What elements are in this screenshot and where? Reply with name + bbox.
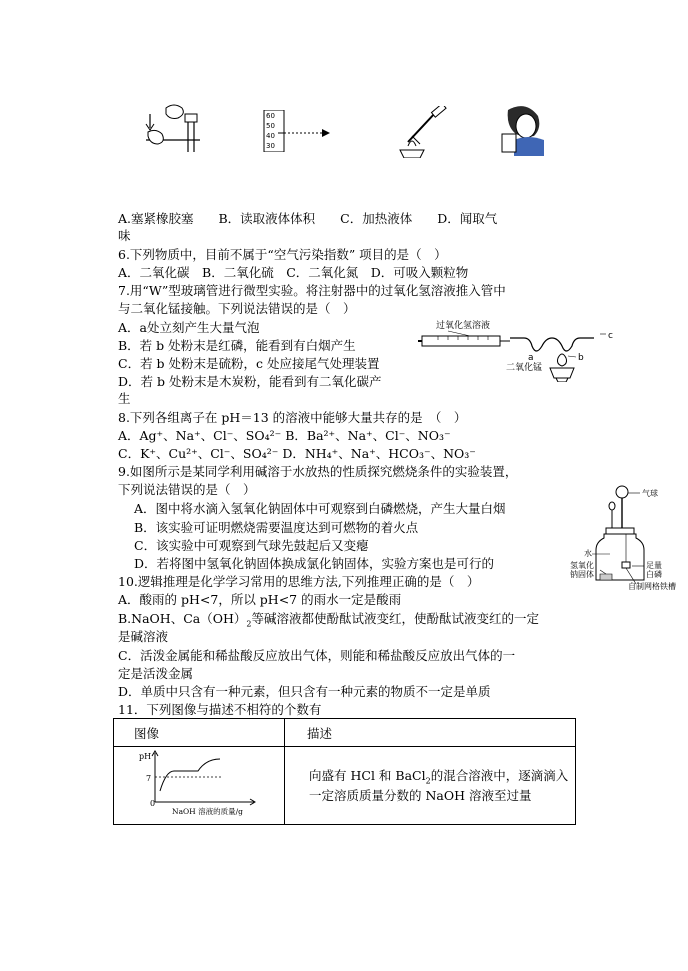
row1-desc-post: 的混合溶液中，逐滴滴入 xyxy=(430,767,569,783)
ph-graph xyxy=(114,747,264,821)
q7-option-d: D．若 b 处粉末是木炭粉，能看到有二氧化碳产 xyxy=(118,374,382,389)
label-phosphorus-2: 白磷 xyxy=(646,570,662,579)
q10-option-d: D．单质中只含有一种元素，但只含有一种元素的物质不一定是单质 xyxy=(118,684,491,699)
row1-desc-line2: 一定溶质质量分数的 NaOH 溶液至过量 xyxy=(309,787,532,803)
label-c: c xyxy=(608,331,613,341)
q9-option-a: A．图中将水滴入氢氧化钠固体中可观察到白磷燃烧，产生大量白烟 xyxy=(134,501,506,516)
table-row xyxy=(114,747,576,825)
q8-option-a: A．Ag⁺、Na⁺、Cl⁻、SO₄²⁻ xyxy=(118,428,282,443)
q10-stem: 10.逻辑推理是化学学习常用的思维方法,下列推理正确的是（ ） xyxy=(118,574,480,589)
q10-option-b xyxy=(118,610,539,627)
q7-stem-line1: 7.用“W”型玻璃管进行微型实验。将注射器中的过氧化氢溶液推入管中 xyxy=(118,283,506,298)
row1-description-cell xyxy=(285,747,576,825)
q7-option-a: A．a处立刻产生大量气泡 xyxy=(118,320,260,335)
q10-option-b-sub: 2 xyxy=(246,619,252,629)
label-naoh-1: 氢氧化 xyxy=(570,561,594,570)
insert-stopper-figure xyxy=(138,102,208,158)
q10-option-c-cont: 定是活泼金属 xyxy=(118,666,194,681)
q9-stem-line2: 下列说法错误的是（ ） xyxy=(118,482,256,497)
header-description: 描述 xyxy=(285,719,576,747)
q10-option-b-post: 等碱溶液都使酚酞试液变红，使酚酞试液变红的一定 xyxy=(251,611,539,626)
q8-stem: 8.下列各组离子在 pH＝13 的溶液中能够大量共存的是 （ ） xyxy=(118,410,467,425)
label-phosphorus-1: 足量 xyxy=(646,561,662,570)
label-b: b xyxy=(578,353,584,363)
q9-option-c: C．该实验中可观察到气球先鼓起后又变瘪 xyxy=(134,538,369,553)
cylinder-tick-30: 30 xyxy=(266,142,275,150)
heat-liquid-figure xyxy=(388,106,450,158)
q7-option-b: B．若 b 处粉末是红磷，能看到有白烟产生 xyxy=(118,338,356,353)
cylinder-tick-50: 50 xyxy=(266,122,275,130)
combustion-apparatus-figure xyxy=(566,484,686,594)
ph-curve xyxy=(160,759,220,791)
graph-x-label: NaOH 溶液的质量/g xyxy=(172,807,243,816)
q10-option-b-pre: B.NaOH、Ca（OH） xyxy=(118,611,247,626)
cylinder-tick-40: 40 xyxy=(266,132,275,140)
q10-option-a: A．酸雨的 pH<7，所以 pH<7 的雨水一定是酸雨 xyxy=(118,592,402,607)
q11-stem: 11．下列图像与描述不相符的个数有 xyxy=(118,702,322,717)
q8-option-d: D．NH₄⁺、Na⁺、HCO₃⁻、NO₃⁻ xyxy=(282,446,476,461)
q7-option-d-cont: 生 xyxy=(118,391,131,406)
row1-desc-pre: 向盛有 HCl 和 BaCl xyxy=(309,767,426,783)
graph-y-label: pH xyxy=(139,752,152,761)
graph-tick-7: 7 xyxy=(146,774,152,783)
q10-option-b-cont: 是碱溶液 xyxy=(118,629,169,644)
q7-stem-line2: 与二氧化锰接触。下列说法错误的是（ ） xyxy=(118,301,356,316)
q6-stem: 6.下列物质中，目前不属于“空气污染指数” 项目的是（ ） xyxy=(118,247,447,262)
q10-option-c: C．活泼金属能和稀盐酸反应放出气体，则能和稀盐酸反应放出气体的一 xyxy=(118,648,516,663)
q8-option-b: B．Ba²⁺、Na⁺、Cl⁻、NO₃⁻ xyxy=(285,428,451,443)
label-mno2: 二氧化锰 xyxy=(506,363,543,373)
graph-origin: 0 xyxy=(150,799,156,808)
q5-options: A.塞紧橡胶塞 B．读取液体体积 C．加热液体 D．闻取气 xyxy=(118,211,498,226)
q8-options-cd xyxy=(118,445,476,462)
q5-options-cont: 味 xyxy=(118,228,131,243)
header-image: 图像 xyxy=(114,719,285,747)
w-tube-figure xyxy=(418,318,620,382)
row1-desc-sub: 2 xyxy=(425,776,431,785)
table-header-row xyxy=(114,719,576,747)
q7-option-c: C．若 b 处粉末是硫粉，c 处应接尾气处理装置 xyxy=(118,356,380,371)
label-water: 水 xyxy=(584,549,592,558)
label-iron-cup: 自制网格铁槽 xyxy=(628,582,676,591)
q6-options: A．二氧化碳 B．二氧化硫 C．二氧化氮 D．可吸入颗粒物 xyxy=(118,265,469,280)
label-a: a xyxy=(528,353,534,363)
label-h2o2: 过氧化氢溶液 xyxy=(436,321,491,331)
label-balloon: 气球 xyxy=(642,489,658,498)
read-cylinder-figure xyxy=(262,110,332,152)
smell-gas-figure xyxy=(498,104,552,156)
cylinder-tick-60: 60 xyxy=(266,112,275,120)
q11-table xyxy=(113,718,576,825)
q9-option-d: D．若将图中氢氧化钠固体换成氯化钠固体，实验方案也是可行的 xyxy=(134,556,495,571)
label-naoh-2: 钠固体 xyxy=(570,570,594,579)
row1-graph-cell xyxy=(114,747,285,825)
q8-option-c: C．K⁺、Cu²⁺、Cl⁻、SO₄²⁻ xyxy=(118,446,279,461)
q8-options-ab xyxy=(118,427,451,444)
q9-option-b: B．该实验可证明燃烧需要温度达到可燃物的着火点 xyxy=(134,520,419,535)
q9-stem-line1: 9.如图所示是某同学利用碱溶于水放热的性质探究燃烧条件的实验装置， xyxy=(118,464,518,479)
